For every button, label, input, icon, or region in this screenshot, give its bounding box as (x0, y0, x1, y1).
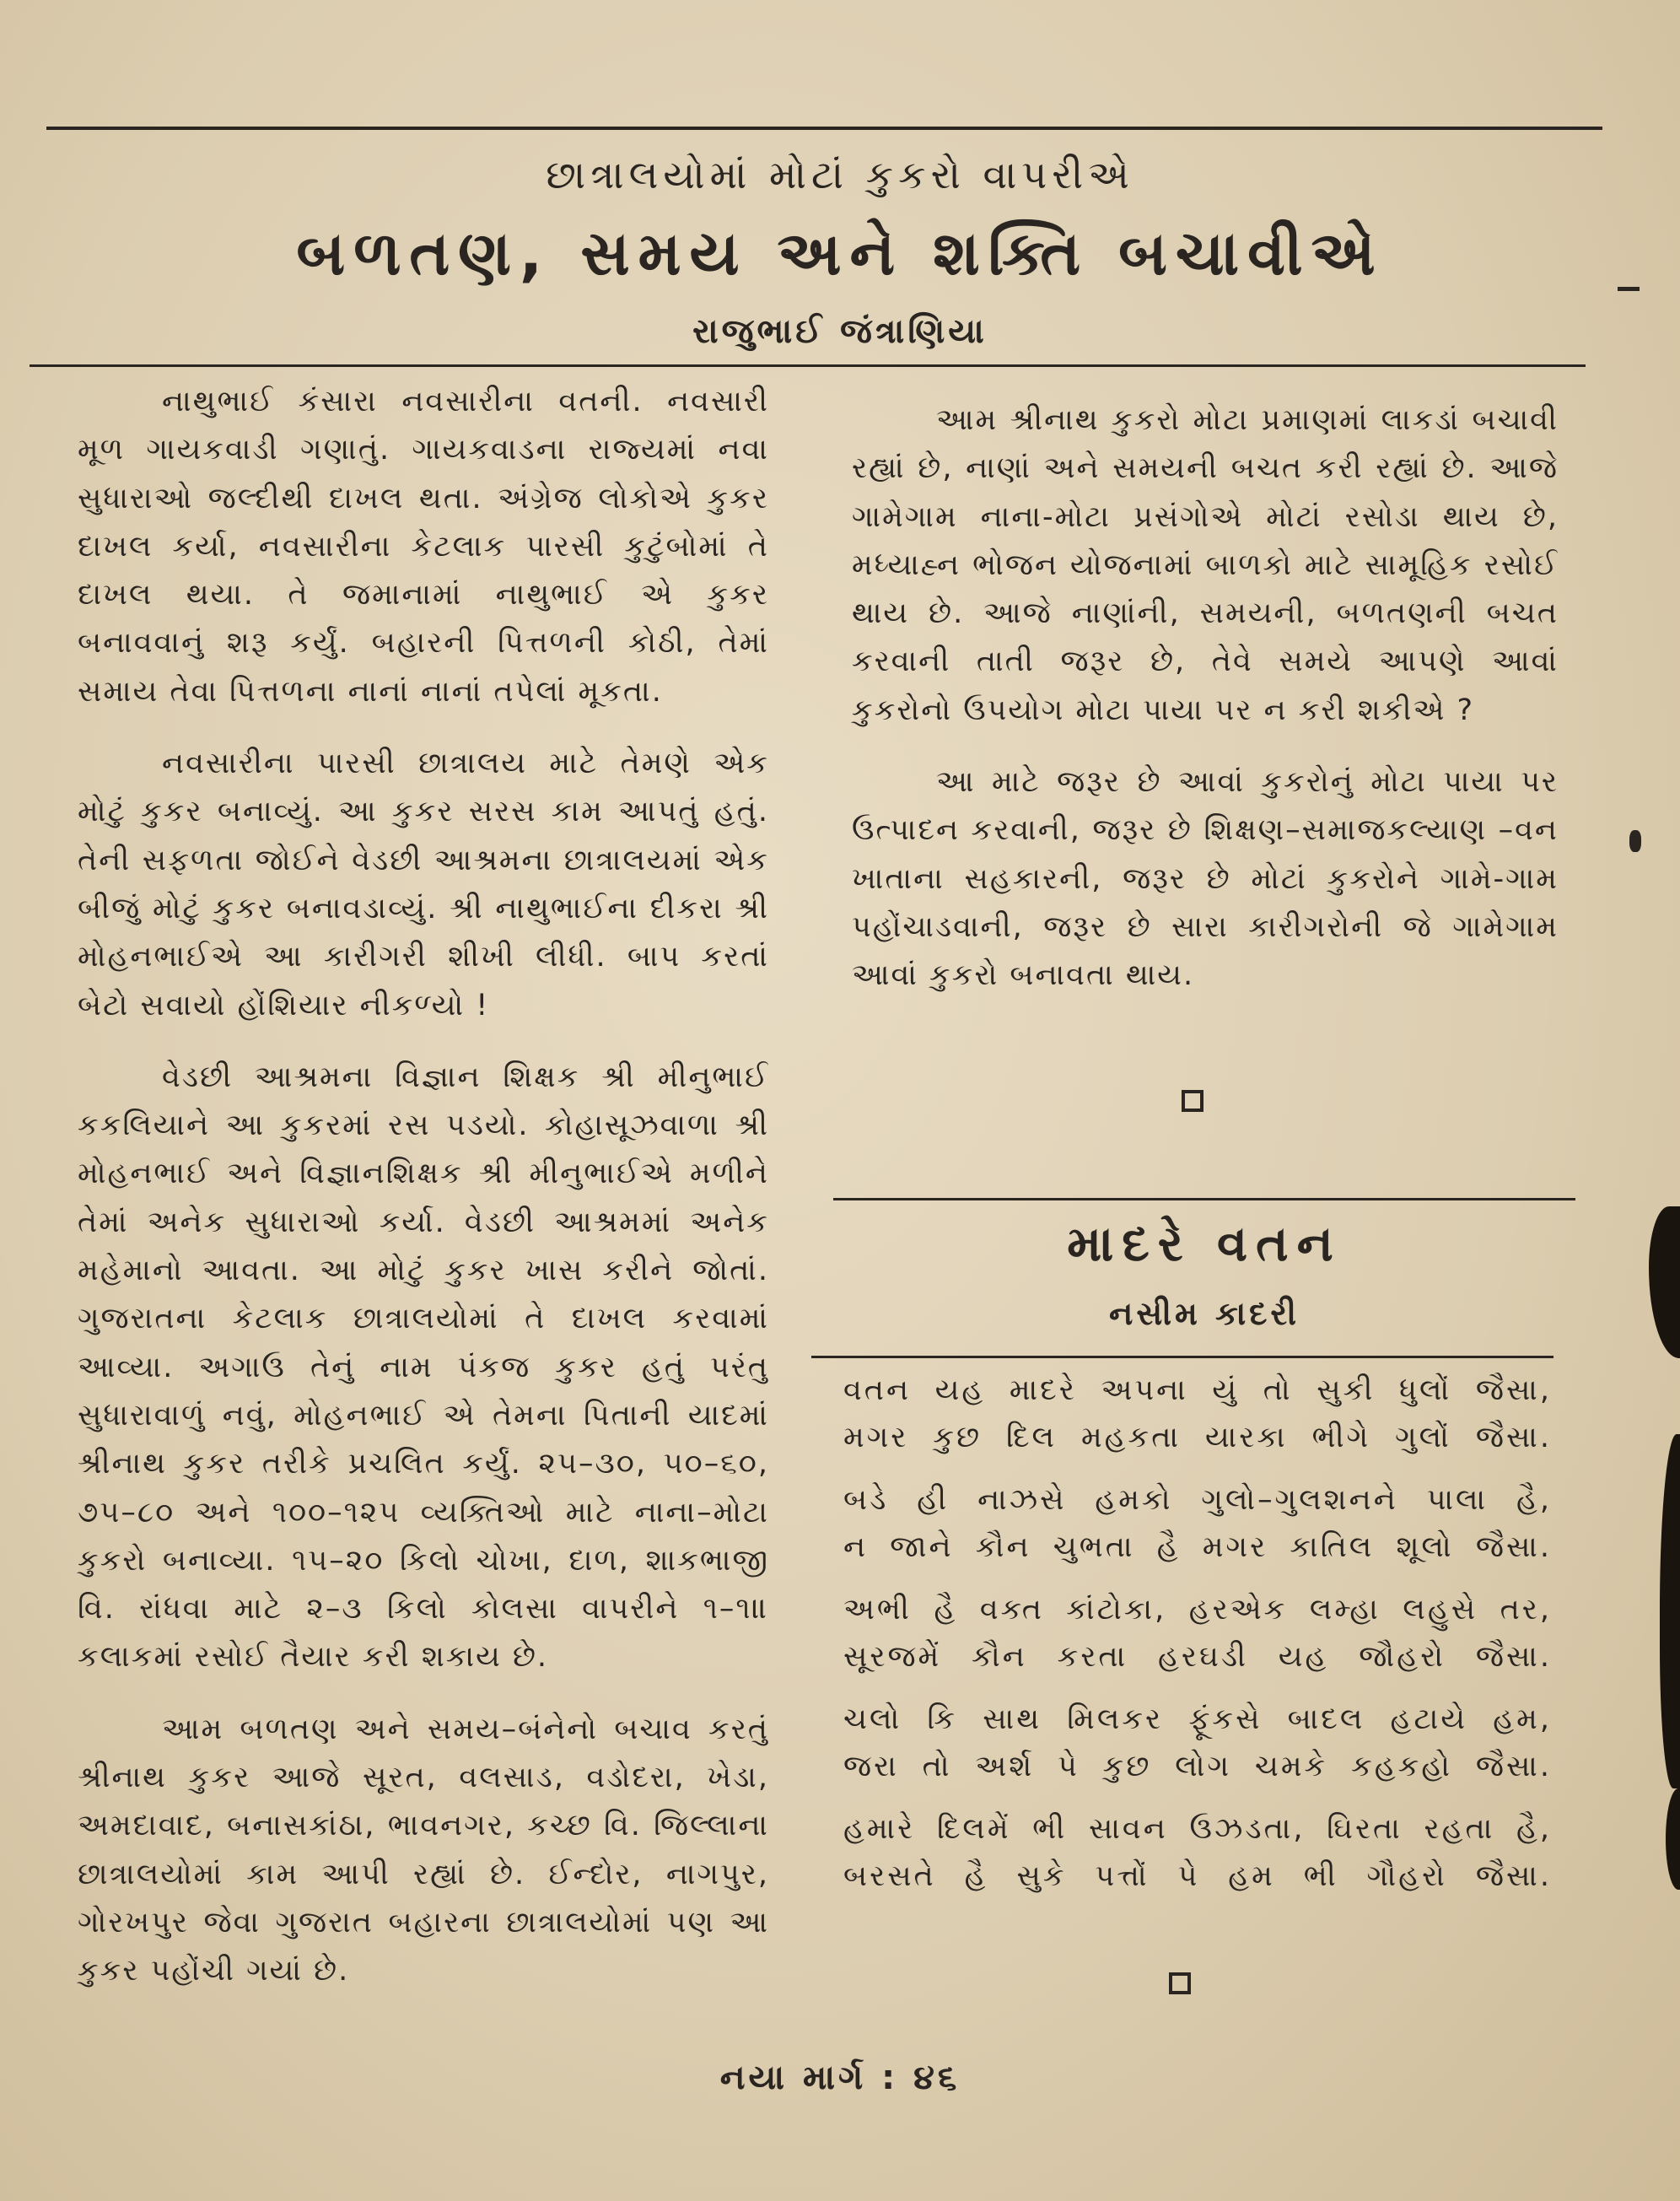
right-column (852, 397, 1559, 1024)
poem-top-rule (833, 1198, 1575, 1200)
paper-burn-mark (1666, 1788, 1680, 1890)
poem-stanza (843, 1805, 1552, 1900)
poem-line: હમારે દિલમેં ભી સાવન ઉઝડતા, ઘિરતા રહતા હૈ, (843, 1812, 1552, 1846)
poem-line: ન જાને કૌન ચુભતા હૈ મગર કાતિલ શૂલો જૈસા. (843, 1530, 1552, 1564)
paragraph: નાથુભાઈ કંસારા નવસારીના વતની. નવસારી મૂળ ગાયકવાડી ગણાતું. ગાયકવાડના રાજ્યમાં નવા સુધારાઓ જલ્દીથી દાખલ થતા. અંગ્રેજ લોકોએ કુકર દાખલ કર્યા, નવસારીના કેટલાક પારસી કુટુંબોમાં તે દાખલ થયા. તે જમાનામાં નાથુભાઈ એ કુકર બનાવવાનું શરૂ કર્યું. બહારની પિત્તળની કોઠી, તેમાં સમાય તેવા પિત્તળના નાનાં નાનાં તપેલાં મૂકતા. (78, 385, 769, 709)
poem-stanza (843, 1586, 1552, 1680)
header-rule (30, 364, 1586, 367)
poem-stanza (843, 1367, 1552, 1461)
poem-stanza (843, 1696, 1552, 1790)
poem-line: બરસતે હૈ સુકે પત્તોં પે હમ ભી ગૌહરો જૈસા. (843, 1859, 1552, 1893)
article-title: બળતણ, સમય અને શક્તિ બચાવીએ (296, 218, 1384, 289)
paper-burn-mark (1660, 1434, 1680, 1788)
end-mark-square-icon (1169, 1972, 1191, 1994)
paragraph: વેડછી આશ્રમના વિજ્ઞાન શિક્ષક શ્રી મીનુભાઈ કકલિયાને આ કુકરમાં રસ પડયો. કોહાસૂઝવાળા શ્રી મોહનભાઈ અને વિજ્ઞાનશિક્ષક શ્રી મીનુભાઈએ મળીને તેમાં અનેક સુધારાઓ કર્યા. વેડછી આશ્રમમાં અનેક મહેમાનો આવતા. આ મોટું કુકર ખાસ કરીને જોતાં. ગુજરાતના કેટલાક છાત્રાલયોમાં તે દાખલ કરવામાં આવ્યા. અગાઉ તેનું નામ પંકજ કુકર હતું પરંતુ સુધારાવાળું નવું, મોહનભાઈ એ તેમના પિતાની યાદમાં શ્રીનાથ કુકર તરીકે પ્રચલિત કર્યું. ૨૫–૩૦, ૫૦–૬૦, ૭૫–૮૦ અને ૧૦૦–૧૨૫ વ્યક્તિઓ માટે નાના–મોટા કુકરો બનાવ્યા. ૧૫–૨૦ કિલો ચોખા, દાળ, શાકભાજી વિ. રાંધવા માટે ૨–૩ કિલો કોલસા વાપરીને ૧–૧॥ કલાકમાં રસોઈ તૈયાર કરી શકાય છે. (78, 1060, 769, 1675)
ink-mark (1618, 287, 1640, 291)
poem-line: અભી હૈ વક્ત કાંટોકા, હરએક લમ્હા લહુસે તર, (843, 1593, 1552, 1626)
paper-burn-mark (1649, 1206, 1680, 1358)
article-kicker: છાત્રાલયોમાં મોટાં કુકરો વાપરીએ (546, 152, 1134, 197)
poem-author-rule (811, 1356, 1553, 1358)
left-column (78, 378, 769, 2020)
poem-stanza (843, 1476, 1552, 1571)
poem-title: માદરે વતન (1067, 1215, 1342, 1272)
paragraph: આમ બળતણ અને સમય–બંનેનો બચાવ કરતું શ્રીનાથ કુકર આજે સૂરત, વલસાડ, વડોદરા, ખેડા, અમદાવાદ, બનાસકાંઠા, ભાવનગર, કચ્છ વિ. જિલ્લાના છાત્રાલયોમાં કામ આપી રહ્યાં છે. ઈન્દોર, નાગપુર, ગોરખપુર જેવા ગુજરાત બહારના છાત્રાલયોમાં પણ આ કુકર પહોંચી ગયાં છે. (78, 1712, 769, 1988)
poem-body (843, 1367, 1552, 1915)
poem-line: સૂરજમેં કૌન કરતા હરઘડી યહ જૌહરો જૈસા. (843, 1640, 1552, 1674)
paragraph: આમ શ્રીનાથ કુકરો મોટા પ્રમાણમાં લાકડાં બચાવી રહ્યાં છે, નાણાં અને સમયની બચત કરી રહ્યાં છે. આજે ગામેગામ નાના-મોટા પ્રસંગોએ મોટાં રસોડા થાય છે, મધ્યાહ્ન ભોજન યોજનામાં બાળકો માટે સામૂહિક રસોઈ થાય છે. આજે નાણાંની, સમયની, બળતણની બચત કરવાની તાતી જરૂર છે, તેવે સમયે આપણે આવાં કુકરોનો ઉપયોગ મોટા પાયા પર ન કરી શકીએ ? (852, 403, 1559, 727)
poem-line: જરા તો અર્શ પે કુછ લોગ ચમકે કહકહો જૈસા. (843, 1750, 1552, 1783)
page-footer: નયા માર્ગ : ૪૬ (719, 2058, 961, 2097)
top-rule (46, 127, 1602, 130)
poem-line: બડે હી નાઝસે હમકો ગુલો–ગુલશનને પાલા હૈ, (843, 1483, 1552, 1517)
paragraph: નવસારીના પારસી છાત્રાલય માટે તેમણે એક મોટું કુકર બનાવ્યું. આ કુકર સરસ કામ આપતું હતું. તેની સફળતા જોઈને વેડછી આશ્રમના છાત્રાલયમાં એક બીજું મોટું કુકર બનાવડાવ્યું. શ્રી નાથુભાઈના દીકરા શ્રી મોહનભાઈએ આ કારીગરી શીખી લીધી. બાપ કરતાં બેટો સવાયો હોંશિયાર નીકળ્યો ! (78, 747, 769, 1022)
poem-line: મગર કુછ દિલ મહકતા યારકા ભીગે ગુલોં જૈસા. (843, 1421, 1552, 1454)
end-mark-square-icon (1182, 1090, 1203, 1112)
poem-author: નસીમ કાદરી (1109, 1295, 1300, 1332)
poem-line: ચલો કિ સાથ મિલકર ફૂંકસે બાદલ હટાયે હમ, (843, 1702, 1552, 1736)
ink-mark (1629, 830, 1641, 852)
article-author: રાજુભાઈ જંત્રાણિયા (692, 312, 988, 351)
poem-line: વતન યહ માદરે અપના યું તો સુકી ધુલોં જૈસા, (843, 1373, 1552, 1407)
paragraph: આ માટે જરૂર છે આવાં કુકરોનું મોટા પાયા પર ઉત્પાદન કરવાની, જરૂર છે શિક્ષણ–સમાજકલ્યાણ –વન ખાતાના સહકારની, જરૂર છે મોટાં કુકરોને ગામે-ગામ પહોંચાડવાની, જરૂર છે સારા કારીગરોની જે ગામેગામ આવાં કુકરો બનાવતા થાય. (852, 765, 1559, 993)
